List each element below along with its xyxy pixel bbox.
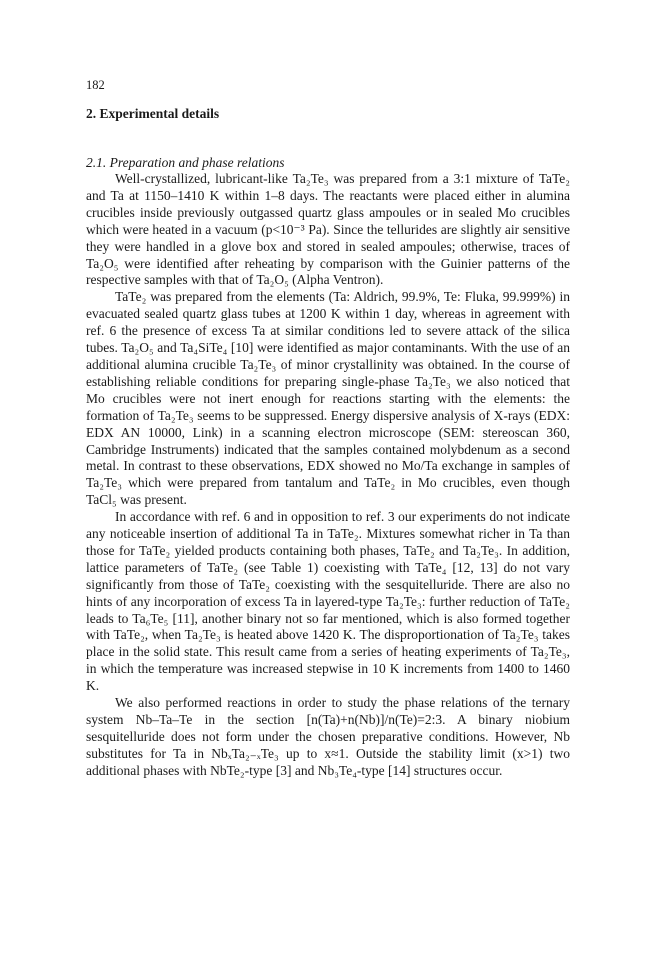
paragraph-tate2-synthesis: TaTe₂ was prepared from the elements (Ta: Aldrich, 99.9%, Te: Fluka, 99.999%) in evacuated sealed quartz glass tubes at 1200 K within 1 day, whereas in agreement with ref. 6 the presence of excess Ta at similar conditions led to severe attack of the silica tubes. Ta₂O₅ and Ta₄SiTe₄ [10] were identified as major contaminants. With the use of an additional alumina crucible Ta₂Te₃ of minor crystallinity was obtained. In the course of establishing reliable conditions for preparing single-phase Ta₂Te₃ we also noticed that Mo crucibles were not inert enough for reactions starting with the elements: the formation of Ta₂Te₃ seems to be suppressed. Energy dispersive analysis of X-rays (EDX: EDX AN 10000, Link) in a scanning electron microscope (SEM: stereoscan 360, Cambridge Instruments) indicated that the samples contained molybdenum as a second metal. In contrast to these observations, EDX showed no Mo/Ta exchange in samples of Ta₂Te₃ which were prepared from tantalum and TaTe₂ in Mo crucibles, even though TaCl₅ was present. bbox=[86, 289, 570, 508]
paragraph-ternary-system: We also performed reactions in order to study the phase relations of the ternary system Nb–Ta–Te in the section [n(Ta)+n(Nb)]/n(Te)=2:3. A binary niobium sesquitelluride does not form under the chosen preparative conditions. However, Nb substitutes for Ta in NbₓTa₂₋ₓTe₃ up to x≈1. Outside the stability limit (x>1) two additional phases with NbTe₂-type [3] and Nb₃Te₄-type [14] structures occur. bbox=[86, 695, 570, 778]
paragraph-preparation: Well-crystallized, lubricant-like Ta₂Te₃ was prepared from a 3:1 mixture of TaTe₂ and Ta at 1150–1410 K within 1–8 days. The reactants were placed either in alumina crucibles inside previously outgassed quartz glass ampoules or in sealed Mo crucibles which were heated in a vacuum (p<10⁻³ Pa). Since the tellurides are slightly air sensitive they were handled in a glove box and stored in sealed ampoules; otherwise, traces of Ta₂O₅ were identified after reheating by comparison with the Guinier patterns of the respective samples with that of Ta₂O₅ (Alpha Ventron). bbox=[86, 171, 570, 288]
subsection-heading: 2.1. Preparation and phase relations bbox=[86, 155, 285, 170]
section-heading: 2. Experimental details bbox=[86, 106, 220, 121]
page-number: 182 bbox=[86, 78, 105, 92]
body-text bbox=[86, 171, 570, 780]
paragraph-phase-relations: In accordance with ref. 6 and in opposition to ref. 3 our experiments do not indicate any noticeable insertion of additional Ta in TaTe₂. Mixtures somewhat richer in Ta than those for TaTe₂ yielded products containing both phases, TaTe₂ and Ta₂Te₃. In addition, lattice parameters of TaTe₂ (see Table 1) coexisting with TaTe₄ [12, 13] do not vary significantly from those of TaTe₂ coexisting with the sesquitelluride. There are also no hints of any incorporation of excess Ta in layered-type Ta₂Te₃: further reduction of TaTe₂ leads to Ta₆Te₅ [11], another binary not so far mentioned, which is also formed together with TaTe₂, when Ta₂Te₃ is heated above 1420 K. The disproportionation of Ta₂Te₃ takes place in the solid state. This result came from a series of heating experiments of Ta₂Te₃, in which the temperature was increased stepwise in 10 K increments from 1400 to 1460 K. bbox=[86, 509, 570, 694]
